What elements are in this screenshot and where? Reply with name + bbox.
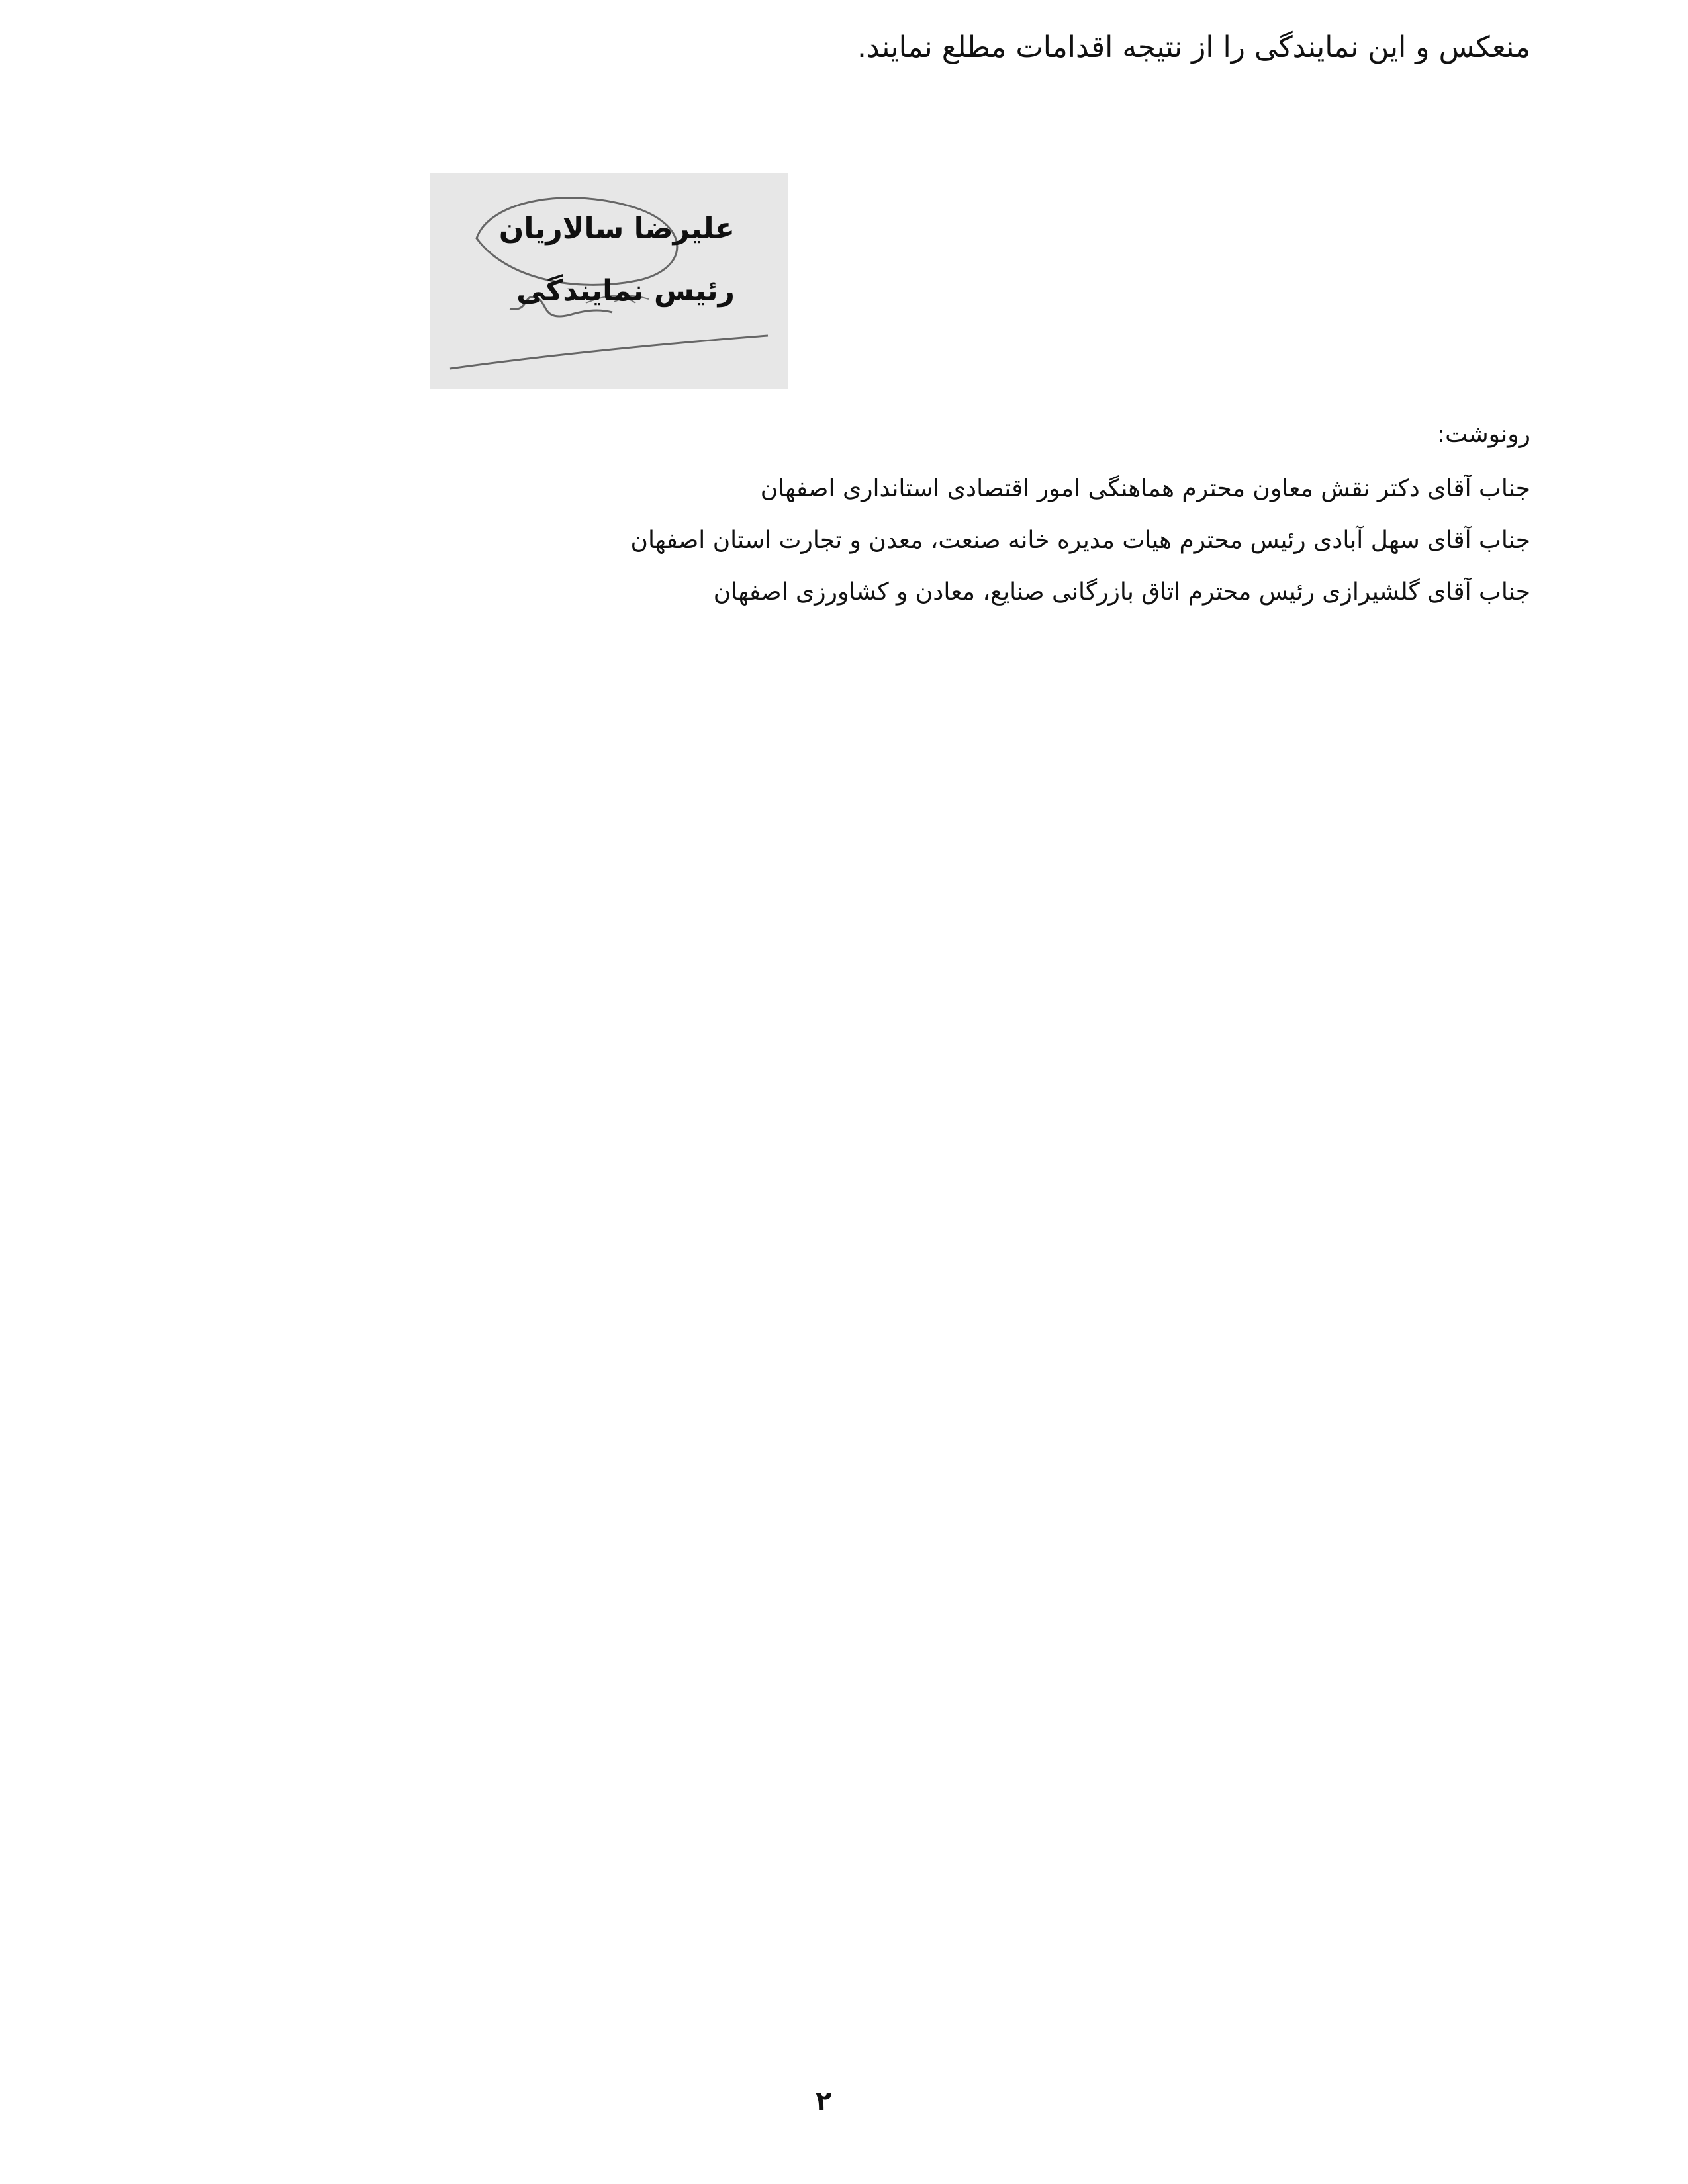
signature-title: رئیس نمایندگی: [516, 274, 735, 308]
cc-recipient-3: جناب آقای گلشیرازی رئیس محترم اتاق بازرگانی صنایع، معادن و کشاورزی اصفهان: [713, 578, 1530, 606]
intro-line: منعکس و این نمایندگی را از نتیجه اقدامات مطلع نمایند.: [857, 30, 1530, 64]
cc-recipient-1: جناب آقای دکتر نقش معاون محترم هماهنگی امور اقتصادی استانداری اصفهان: [760, 475, 1530, 502]
signature-stamp: [430, 173, 788, 389]
signature-name: علیرضا سالاریان: [498, 212, 735, 246]
page-number: ۲: [816, 2086, 832, 2116]
cc-recipient-2: جناب آقای سهل آبادی رئیس محترم هیات مدیره خانه صنعت، معدن و تجارت استان اصفهان: [630, 527, 1530, 554]
cc-label: رونوشت:: [1436, 421, 1530, 448]
cc-section: [339, 418, 1530, 618]
